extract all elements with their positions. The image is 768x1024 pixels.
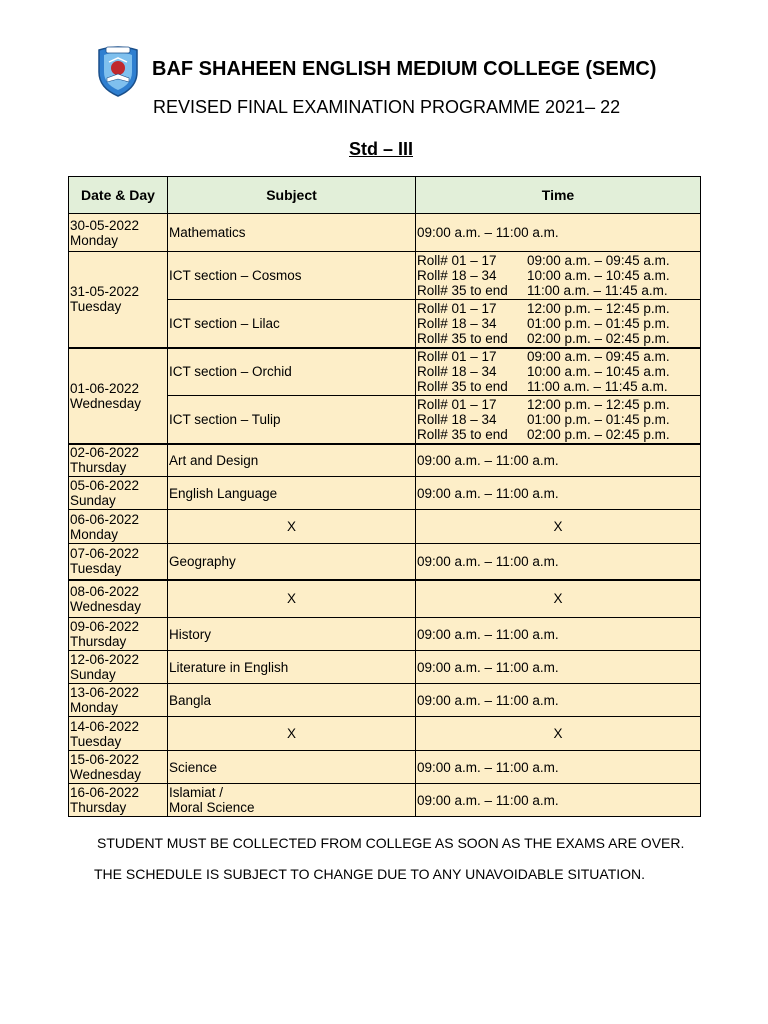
date-cell: 02-06-2022 Thursday	[69, 444, 168, 477]
class-label: Std – III	[349, 139, 414, 159]
table-row	[69, 651, 701, 684]
subject-cell: Bangla	[168, 684, 416, 717]
subject-cell: Islamiat / Moral Science	[168, 784, 416, 817]
schedule-change-notice: THE SCHEDULE IS SUBJECT TO CHANGE DUE TO ANY UNAVOIDABLE SITUATION.	[94, 866, 646, 882]
time-cell: 09:00 a.m. – 11:00 a.m.	[416, 214, 701, 252]
table-row	[69, 618, 701, 651]
collection-notice: STUDENT MUST BE COLLECTED FROM COLLEGE AS SOON AS THE EXAMS ARE OVER.	[97, 835, 685, 851]
date-cell: 14-06-2022 Tuesday	[69, 717, 168, 751]
exam-programme-title: REVISED FINAL EXAMINATION PROGRAMME 2021– 22	[153, 97, 621, 117]
subject-cell: X	[168, 717, 416, 751]
time-cell: 09:00 a.m. – 11:00 a.m.	[416, 444, 701, 477]
subject-cell: English Language	[168, 477, 416, 510]
subject-cell: ICT section – Lilac	[168, 300, 416, 348]
time-cell: X	[416, 717, 701, 751]
table-row	[69, 477, 701, 510]
subject-cell: Art and Design	[168, 444, 416, 477]
subject-cell: X	[168, 510, 416, 544]
date-cell: 07-06-2022 Tuesday	[69, 544, 168, 580]
header-date-day: Date & Day	[69, 177, 168, 214]
subject-cell: Mathematics	[168, 214, 416, 252]
time-cell: 09:00 a.m. – 11:00 a.m.	[416, 544, 701, 580]
table-row	[69, 684, 701, 717]
date-cell: 05-06-2022 Sunday	[69, 477, 168, 510]
time-cell: X	[416, 510, 701, 544]
date-cell: 12-06-2022 Sunday	[69, 651, 168, 684]
time-cell: 09:00 a.m. – 11:00 a.m.	[416, 651, 701, 684]
table-row	[69, 214, 701, 252]
table-row	[69, 784, 701, 817]
date-cell: 01-06-2022 Wednesday	[69, 348, 168, 444]
table-row	[69, 444, 701, 477]
time-cell: Roll# 01 – 17 12:00 p.m. – 12:45 p.m. Roll# 18 – 34 01:00 p.m. – 01:45 p.m. Roll# 35 to end 02:00 p.m. – 02:45 p.m.	[416, 396, 701, 444]
subject-cell: History	[168, 618, 416, 651]
date-cell: 30-05-2022 Monday	[69, 214, 168, 252]
subject-cell: ICT section – Cosmos	[168, 252, 416, 300]
time-cell: 09:00 a.m. – 11:00 a.m.	[416, 477, 701, 510]
time-cell: Roll# 01 – 17 09:00 a.m. – 09:45 a.m. Roll# 18 – 34 10:00 a.m. – 10:45 a.m. Roll# 35 to end 11:00 a.m. – 11:45 a.m.	[416, 348, 701, 396]
table-row	[69, 544, 701, 580]
table-row	[69, 252, 701, 300]
subject-cell: Geography	[168, 544, 416, 580]
table-row	[69, 580, 701, 618]
subject-cell: ICT section – Orchid	[168, 348, 416, 396]
date-cell: 15-06-2022 Wednesday	[69, 751, 168, 784]
date-cell: 16-06-2022 Thursday	[69, 784, 168, 817]
table-row	[69, 717, 701, 751]
date-cell: 08-06-2022 Wednesday	[69, 580, 168, 618]
table-header-row	[69, 177, 701, 214]
table-row	[69, 510, 701, 544]
time-cell: 09:00 a.m. – 11:00 a.m.	[416, 751, 701, 784]
header-time: Time	[416, 177, 701, 214]
subject-cell: Literature in English	[168, 651, 416, 684]
subject-cell: ICT section – Tulip	[168, 396, 416, 444]
time-cell: Roll# 01 – 17 12:00 p.m. – 12:45 p.m. Roll# 18 – 34 01:00 p.m. – 01:45 p.m. Roll# 35 to end 02:00 p.m. – 02:45 p.m.	[416, 300, 701, 348]
time-cell: 09:00 a.m. – 11:00 a.m.	[416, 618, 701, 651]
subject-cell: X	[168, 580, 416, 618]
time-cell: 09:00 a.m. – 11:00 a.m.	[416, 684, 701, 717]
college-title: BAF SHAHEEN ENGLISH MEDIUM COLLEGE (SEMC)	[152, 58, 657, 80]
table-row	[69, 751, 701, 784]
date-cell: 06-06-2022 Monday	[69, 510, 168, 544]
table-row	[69, 348, 701, 396]
subject-cell: Science	[168, 751, 416, 784]
college-crest-logo	[95, 44, 141, 98]
time-cell: Roll# 01 – 17 09:00 a.m. – 09:45 a.m. Roll# 18 – 34 10:00 a.m. – 10:45 a.m. Roll# 35 to end 11:00 a.m. – 11:45 a.m.	[416, 252, 701, 300]
date-cell: 31-05-2022 Tuesday	[69, 252, 168, 348]
date-cell: 09-06-2022 Thursday	[69, 618, 168, 651]
header-subject: Subject	[168, 177, 416, 214]
time-cell: X	[416, 580, 701, 618]
time-cell: 09:00 a.m. – 11:00 a.m.	[416, 784, 701, 817]
exam-schedule-table	[68, 176, 701, 817]
date-cell: 13-06-2022 Monday	[69, 684, 168, 717]
